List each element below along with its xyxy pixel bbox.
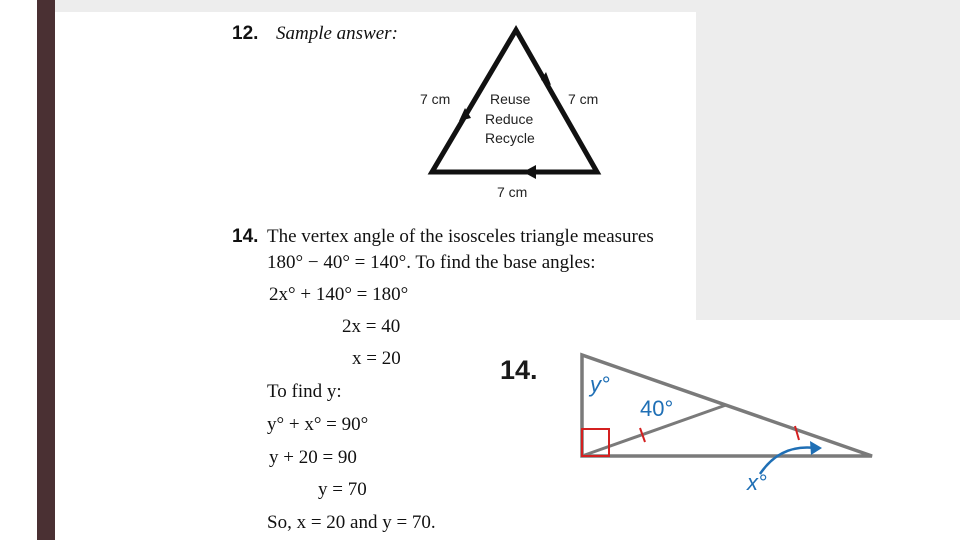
q12-center-reduce: Reduce — [485, 111, 534, 127]
q14-eq6: y = 70 — [318, 479, 367, 500]
angle-x-label: x° — [747, 470, 767, 495]
angle-40-label: 40° — [640, 396, 674, 421]
q12-side-right: 7 cm — [568, 91, 599, 107]
figure14-label: 14. — [500, 355, 538, 385]
q14-find-y: To find y: — [267, 381, 342, 402]
q12-center-recycle: Recycle — [485, 130, 535, 146]
angle-y-label: y° — [590, 372, 610, 397]
q14-number: 14. — [232, 226, 259, 247]
q14-line2: 180° − 40° = 140°. To find the base angles: — [267, 252, 596, 273]
q12-heading: Sample answer: — [276, 23, 398, 44]
q14-line1: The vertex angle of the isosceles triangle measures — [267, 226, 654, 247]
q14-conclusion: So, x = 20 and y = 70. — [267, 512, 436, 533]
q12-side-bottom: 7 cm — [497, 184, 528, 200]
q14-eq4: y° + x° = 90° — [267, 414, 369, 435]
q12-number: 12. — [232, 23, 259, 44]
angle-arrow-x — [760, 448, 815, 474]
q14-eq2: 2x = 40 — [342, 316, 401, 337]
q14-eq1: 2x° + 140° = 180° — [269, 284, 409, 305]
q12-side-left: 7 cm — [420, 91, 451, 107]
q14-eq5: y + 20 = 90 — [269, 447, 357, 468]
angle-arrowhead-x — [810, 441, 822, 455]
q12-center-reuse: Reuse — [490, 91, 531, 107]
q14-eq3: x = 20 — [352, 348, 401, 369]
